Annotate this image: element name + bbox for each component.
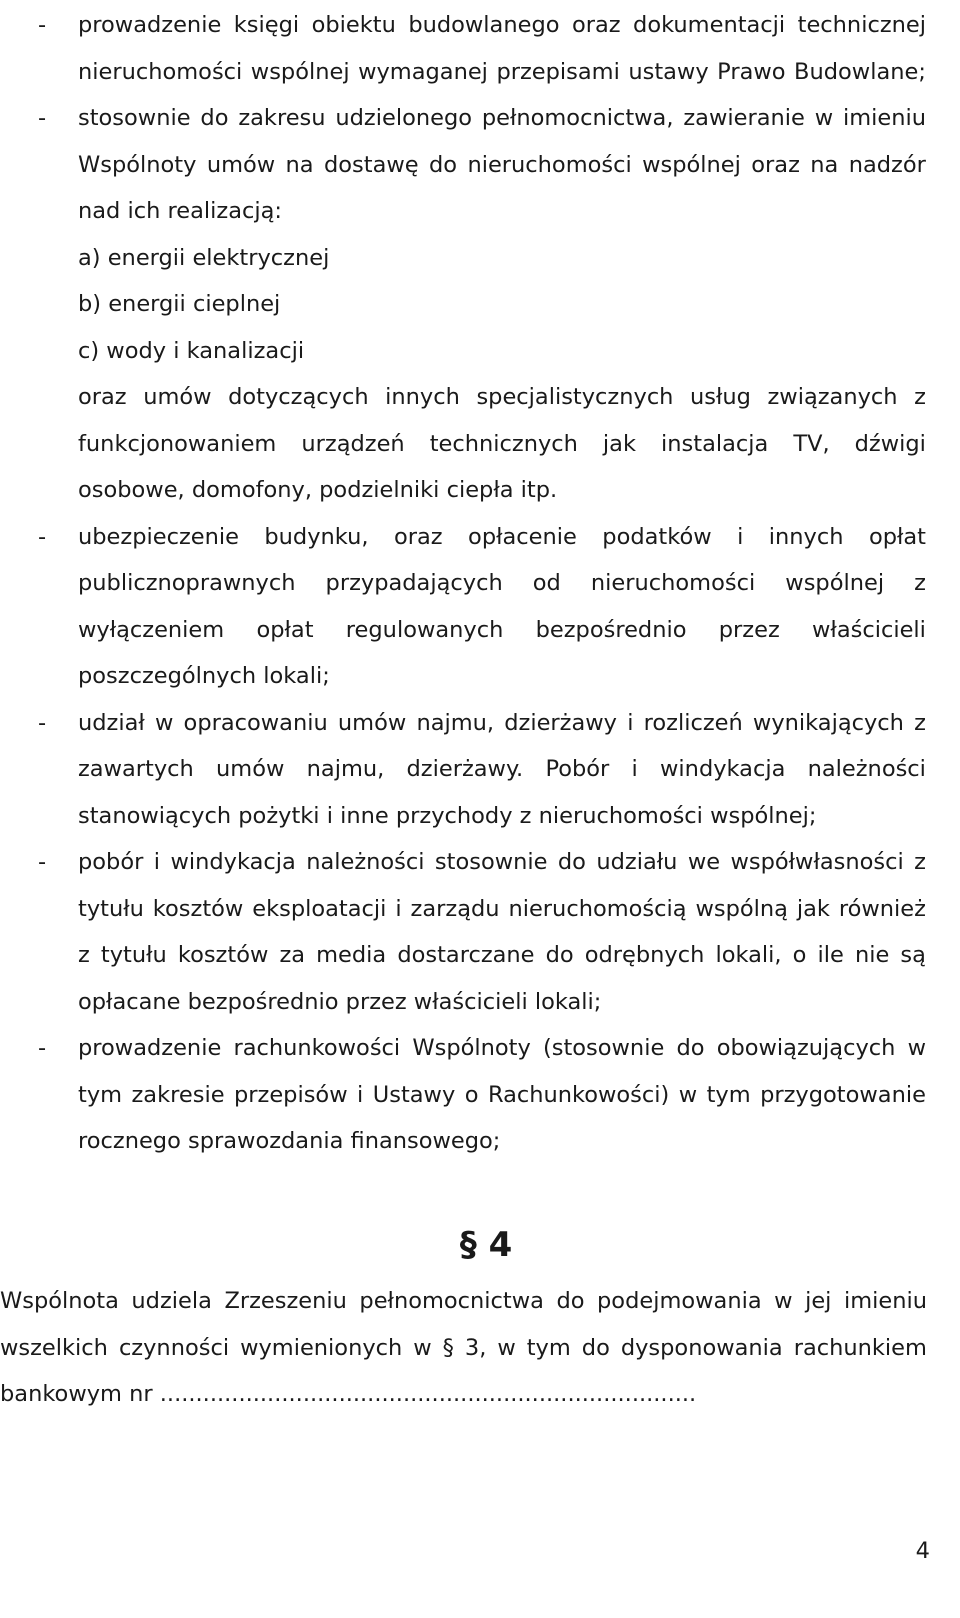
text-line: opłacane bezpośrednio przez właścicieli lokali; bbox=[78, 988, 602, 1015]
word: Prawo bbox=[717, 58, 786, 85]
text-line bbox=[78, 2, 926, 49]
word: oraz bbox=[393, 523, 443, 550]
word: opracowaniu bbox=[183, 709, 328, 736]
word: i bbox=[627, 709, 634, 736]
list-item bbox=[38, 2, 926, 95]
word: Pobór bbox=[545, 756, 610, 782]
word: zakresie bbox=[131, 1081, 225, 1108]
word: windykacja bbox=[660, 756, 786, 782]
text-line: rocznego sprawozdania finansowego; bbox=[78, 1128, 501, 1154]
word: w bbox=[413, 1334, 432, 1361]
word: w bbox=[678, 1081, 698, 1108]
word: oraz bbox=[571, 12, 621, 38]
text-line: b) energii cieplnej bbox=[78, 291, 281, 317]
list-marker: - bbox=[38, 849, 47, 875]
word: wyłączeniem bbox=[78, 616, 225, 643]
word: Zrzeszeniu bbox=[224, 1288, 347, 1314]
word: rozliczeń bbox=[643, 709, 743, 736]
word: umów bbox=[216, 756, 285, 782]
word: media bbox=[316, 942, 387, 968]
word: księgi bbox=[233, 12, 300, 38]
word: w bbox=[774, 1288, 793, 1314]
word: z bbox=[78, 942, 90, 968]
page-number: 4 bbox=[915, 1538, 930, 1564]
word: opłacenie bbox=[468, 523, 577, 550]
word: zawartych bbox=[78, 756, 194, 782]
word: specjalistycznych bbox=[476, 384, 674, 410]
word: najmu, bbox=[416, 709, 495, 736]
text-line bbox=[0, 1325, 927, 1372]
word: związanych bbox=[767, 384, 898, 410]
word: od bbox=[532, 570, 561, 596]
word: ile bbox=[817, 942, 844, 968]
word: podatków bbox=[602, 523, 712, 550]
word: w bbox=[154, 709, 174, 736]
list-marker: - bbox=[38, 1035, 47, 1061]
word: budowlanego bbox=[408, 12, 560, 38]
word: są bbox=[900, 942, 926, 968]
list-marker: - bbox=[38, 105, 47, 131]
word: nadzór bbox=[848, 151, 926, 178]
word: z bbox=[914, 849, 926, 875]
word: TV, bbox=[793, 430, 830, 457]
word: umów bbox=[337, 709, 407, 736]
text-line: stanowiących pożytki i inne przychody z nieruchomości wspólnej; bbox=[78, 802, 817, 829]
text-line bbox=[78, 886, 926, 933]
list-marker: - bbox=[38, 523, 47, 550]
word: do bbox=[200, 105, 229, 131]
text-line bbox=[78, 560, 926, 607]
word: udziela bbox=[131, 1288, 212, 1314]
word: opłat bbox=[868, 523, 926, 550]
word: dźwigi bbox=[854, 430, 926, 457]
word: przez bbox=[718, 616, 780, 643]
word: dzierżawy. bbox=[406, 756, 524, 782]
word: § bbox=[442, 1334, 454, 1361]
text-line: c) wody i kanalizacji bbox=[78, 337, 305, 364]
word: i bbox=[357, 1081, 364, 1108]
word: regulowanych bbox=[345, 616, 504, 643]
word: zawieranie bbox=[683, 105, 805, 131]
word: za bbox=[279, 942, 306, 968]
word: zakresu bbox=[238, 105, 326, 131]
text-line bbox=[78, 932, 926, 979]
text-line bbox=[78, 421, 926, 468]
text-line bbox=[78, 142, 926, 189]
word: imieniu bbox=[843, 1288, 927, 1314]
word: kosztów bbox=[177, 942, 269, 968]
word: bezpośrednio bbox=[535, 616, 687, 643]
word: technicznych bbox=[429, 430, 578, 457]
word: z bbox=[914, 570, 926, 596]
word: dzierżawy bbox=[504, 709, 618, 736]
word: Wspólnota bbox=[0, 1288, 119, 1314]
word: kosztów bbox=[152, 895, 244, 922]
word: 3, bbox=[464, 1334, 487, 1361]
word: o bbox=[464, 1081, 479, 1108]
word: w bbox=[497, 1334, 516, 1361]
word: nieruchomości bbox=[467, 151, 632, 178]
word: wymaganej bbox=[358, 58, 488, 85]
word: do bbox=[676, 1035, 705, 1061]
word: windykacja bbox=[170, 849, 296, 875]
word: i bbox=[395, 895, 402, 922]
word: technicznej bbox=[797, 12, 926, 38]
word: przepisów bbox=[233, 1081, 348, 1108]
word: na bbox=[285, 151, 314, 178]
word: z bbox=[914, 384, 926, 410]
word: tytułu bbox=[78, 895, 144, 922]
text-line bbox=[78, 839, 926, 886]
word: tym bbox=[706, 1081, 751, 1108]
word: prowadzenie bbox=[78, 12, 222, 38]
word: Rachunkowości) bbox=[487, 1081, 670, 1108]
word: obowiązujących bbox=[716, 1035, 896, 1061]
word: dostarczane bbox=[397, 942, 535, 968]
word: stosownie bbox=[434, 849, 548, 875]
word: jej bbox=[805, 1288, 832, 1314]
text-line bbox=[78, 700, 926, 747]
word: do bbox=[429, 151, 458, 178]
word: innych bbox=[768, 523, 844, 550]
word: wspólną bbox=[695, 895, 788, 922]
text-line bbox=[78, 374, 926, 421]
word: innych bbox=[385, 384, 460, 410]
word: Ustawy bbox=[372, 1081, 456, 1108]
word: oraz bbox=[751, 151, 800, 178]
word: z bbox=[914, 709, 926, 736]
word: tym bbox=[526, 1334, 571, 1361]
word: nie bbox=[854, 942, 890, 968]
word: rachunkiem bbox=[793, 1334, 927, 1361]
word: należności bbox=[807, 756, 926, 782]
text-line: poszczególnych lokali; bbox=[78, 663, 330, 689]
word: najmu, bbox=[306, 756, 385, 782]
word: udziału bbox=[596, 849, 678, 875]
word: urządzeń bbox=[301, 430, 405, 457]
list-item bbox=[38, 95, 926, 514]
word: przepisami bbox=[496, 58, 620, 85]
word: do bbox=[557, 849, 586, 875]
word: nieruchomością bbox=[508, 895, 687, 922]
word: wymienionych bbox=[240, 1334, 403, 1361]
text-line bbox=[78, 49, 926, 96]
list-item bbox=[38, 1025, 926, 1165]
word: lokali, bbox=[715, 942, 782, 968]
word: dysponowania bbox=[620, 1334, 783, 1361]
word: Wspólnoty bbox=[78, 151, 197, 178]
word: należności bbox=[306, 849, 425, 875]
list-item bbox=[38, 700, 926, 840]
text-line: bankowym nr ........................................................................... bbox=[0, 1381, 697, 1407]
word: na bbox=[810, 151, 839, 178]
text-line bbox=[78, 1072, 926, 1119]
word: budynku, bbox=[264, 523, 369, 550]
word: również bbox=[838, 895, 926, 922]
word: jak bbox=[602, 430, 636, 457]
word: właścicieli bbox=[812, 616, 926, 643]
word: przypadających bbox=[325, 570, 503, 596]
word: funkcjonowaniem bbox=[78, 430, 277, 457]
word: publicznoprawnych bbox=[78, 570, 296, 596]
word: o bbox=[792, 942, 807, 968]
word: instalacja bbox=[661, 430, 769, 457]
word: wspólnej bbox=[642, 151, 741, 178]
word: współwłasności bbox=[730, 849, 904, 875]
text-line bbox=[78, 514, 926, 561]
text-line: nad ich realizacją: bbox=[78, 198, 282, 224]
word: dostawę bbox=[323, 151, 419, 178]
word: wszelkich bbox=[0, 1334, 108, 1361]
word: prowadzenie bbox=[78, 1035, 222, 1061]
word: imieniu bbox=[842, 105, 926, 131]
word: pełnomocnictwa, bbox=[481, 105, 674, 131]
word: umów bbox=[206, 151, 276, 178]
word: czynności bbox=[118, 1334, 230, 1361]
word: odrębnych bbox=[584, 942, 705, 968]
word: Wspólnoty bbox=[412, 1035, 531, 1061]
text-line bbox=[78, 95, 926, 142]
word: we bbox=[687, 849, 721, 875]
text-line: a) energii elektrycznej bbox=[78, 244, 330, 271]
word: rachunkowości bbox=[233, 1035, 401, 1061]
word: w bbox=[814, 105, 834, 131]
word: w bbox=[907, 1035, 926, 1061]
word: zarządu bbox=[410, 895, 500, 922]
word: (stosownie bbox=[542, 1035, 665, 1061]
list-item bbox=[38, 839, 926, 1025]
word: udzielonego bbox=[335, 105, 472, 131]
word: wspólnej bbox=[250, 58, 350, 85]
word: Budowlane; bbox=[794, 58, 926, 85]
word: pobór bbox=[78, 849, 144, 875]
list-marker: - bbox=[38, 709, 47, 736]
word: nieruchomości bbox=[590, 570, 756, 596]
word: tym bbox=[78, 1081, 123, 1108]
text-line bbox=[78, 1025, 926, 1072]
word: i bbox=[631, 756, 638, 782]
text-line: osobowe, domofony, podzielniki ciepła itp. bbox=[78, 477, 558, 503]
text-line bbox=[0, 1278, 927, 1325]
word: dokumentacji bbox=[633, 12, 786, 38]
word: ubezpieczenie bbox=[78, 523, 239, 550]
word: tytułu bbox=[100, 942, 167, 968]
word: wynikających bbox=[752, 709, 904, 736]
word: przygotowanie bbox=[760, 1081, 926, 1108]
word: stosownie bbox=[78, 105, 191, 131]
word: opłat bbox=[256, 616, 314, 643]
word: ustawy bbox=[628, 58, 709, 85]
word: dotyczących bbox=[228, 384, 369, 410]
word: do bbox=[581, 1334, 610, 1361]
word: umów bbox=[143, 384, 212, 410]
word: obiektu bbox=[311, 12, 396, 38]
word: i bbox=[737, 523, 744, 550]
section-heading: § 4 bbox=[459, 1225, 513, 1265]
word: udział bbox=[78, 709, 145, 736]
word: pełnomocnictwa bbox=[359, 1288, 544, 1314]
word: eksploatacji bbox=[252, 895, 387, 922]
word: usług bbox=[690, 384, 751, 410]
word: nieruchomości bbox=[78, 58, 243, 85]
word: do bbox=[556, 1288, 585, 1314]
text-line bbox=[78, 746, 926, 793]
word: oraz bbox=[78, 384, 127, 410]
word: jak bbox=[796, 895, 830, 922]
list-item bbox=[38, 514, 926, 700]
text-line bbox=[78, 607, 926, 654]
list-marker: - bbox=[38, 12, 47, 38]
word: i bbox=[153, 849, 161, 875]
word: podejmowania bbox=[597, 1288, 762, 1314]
word: wspólnej bbox=[785, 570, 885, 596]
word: do bbox=[545, 942, 574, 968]
